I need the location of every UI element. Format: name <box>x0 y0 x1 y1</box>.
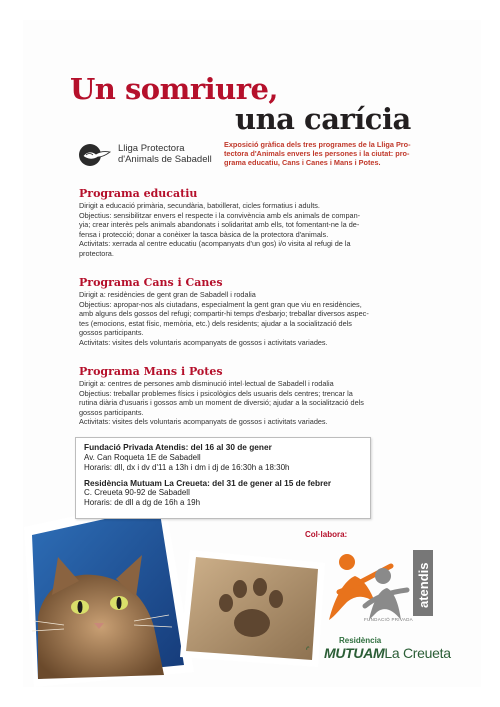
organization-name-line-2: d'Animals de Sabadell <box>118 154 212 165</box>
cat-image <box>24 497 194 687</box>
title-line-2: una carícia <box>235 102 411 136</box>
venue-hours: Horaris: dll, dx i dv d'11 a 13h i dm i dj de 16:30h a 18:30h <box>84 462 290 472</box>
venue-address: Av. Can Roqueta 1E de Sabadell <box>84 452 201 462</box>
program-line: tes (emocions, estat físic, memòria, etc.) dels residents; ajudar a la socialització dels <box>79 318 352 328</box>
program-line: fensa i protecció; donar a conèixer la tasca bàsica de la protectora d'animals. <box>79 229 329 239</box>
program-line: gossos participants. <box>79 328 144 338</box>
program-line: Activitats: xerrada al centre educatiu (acompanyats d'un gos) i/o visita al refugi de la <box>79 239 351 249</box>
program-line: rutina diària d'usuaris i gossos amb un moment de diversió; ajudar a la socialització dels <box>79 398 364 408</box>
program-line: amb alguns dels gossos del refugi; compartir-hi temps d'esbarjo; treballar diversos aspec- <box>79 309 369 319</box>
program-line: Objectius: sensibilitzar envers el respecte i la convivència amb els animals de compan- <box>79 210 361 220</box>
intro-line: grama educatiu, Cans i Canes i Mans i Potes. <box>224 158 381 167</box>
program-body <box>79 379 449 427</box>
program-cans-i-canes <box>79 276 449 348</box>
dove-icon <box>78 143 112 167</box>
program-line: Activitats: visites dels voluntaris acompanyats de gossos i activitats variades. <box>79 417 328 427</box>
mutuam-top-text: Residència <box>339 636 382 645</box>
program-line: Objectius: apropar-nos als ciutadans, especialment la gent gran que viu en residències, <box>79 299 362 309</box>
program-title: Programa Mans i Potes <box>79 365 223 378</box>
program-title: Programa Cans i Canes <box>79 276 223 289</box>
program-line: protectora. <box>79 248 114 258</box>
mutuam-place: La Creueta <box>384 645 451 661</box>
program-mans-i-potes <box>79 365 449 427</box>
atendis-word: atendis <box>416 562 431 608</box>
intro-line: tectora d'Animals envers les persones i la ciutat: pro- <box>224 149 410 158</box>
venues-box <box>75 437 371 519</box>
program-title: Programa educatiu <box>79 187 198 200</box>
mutuam-brand <box>324 645 451 661</box>
title-line-1: Un somriure, <box>70 72 279 106</box>
program-line: Dirigit a educació primària, secundària, batxillerat, cicles formatius i adults. <box>79 201 320 210</box>
venue-name: Residència Mutuam La Creueta: del 31 de gener al 15 de febrer <box>84 477 332 488</box>
organization-name-line-1: Lliga Protectora <box>118 143 185 154</box>
cat-photo <box>24 497 194 687</box>
mutuam-brand-name: MUTUAM <box>324 645 385 661</box>
venue-hours: Horaris: de dll a dg de 16h a 19h <box>84 498 201 507</box>
collabora-label: Col·labora: <box>305 530 348 539</box>
program-body <box>79 290 449 348</box>
venue-address: C. Creueta 90-92 de Sabadell <box>84 488 190 497</box>
program-body <box>79 201 449 259</box>
organization-name <box>118 143 228 165</box>
program-educatiu <box>79 187 449 259</box>
atendis-subtitle: FUNDACIÓ PRIVADA <box>364 617 413 622</box>
intro-text <box>224 140 454 167</box>
program-line: gossos participants. <box>79 407 144 417</box>
program-line: Objectius: treballar problemes físics i psicològics dels usuaris dels centres; trencar la <box>79 388 353 398</box>
program-line: yia; crear interès pels animals abandonats i solidaritat amb ells, tot fomentant-ne la de- <box>79 220 360 230</box>
venue-name: Fundació Privada Atendis: del 16 al 30 de gener <box>84 442 272 452</box>
program-line: Dirigit a: residències de gent gran de Sabadell i rodalia <box>79 290 256 299</box>
program-line: Dirigit a: centres de persones amb disminució intel·lectual de Sabadell i rodalia <box>79 379 334 388</box>
intro-line: Exposició gràfica dels tres programes de la Lliga Pro- <box>224 140 411 149</box>
atendis-wordmark <box>414 551 434 611</box>
program-line: Activitats: visites dels voluntaris acompanyats de gossos i activitats variades. <box>79 337 328 347</box>
